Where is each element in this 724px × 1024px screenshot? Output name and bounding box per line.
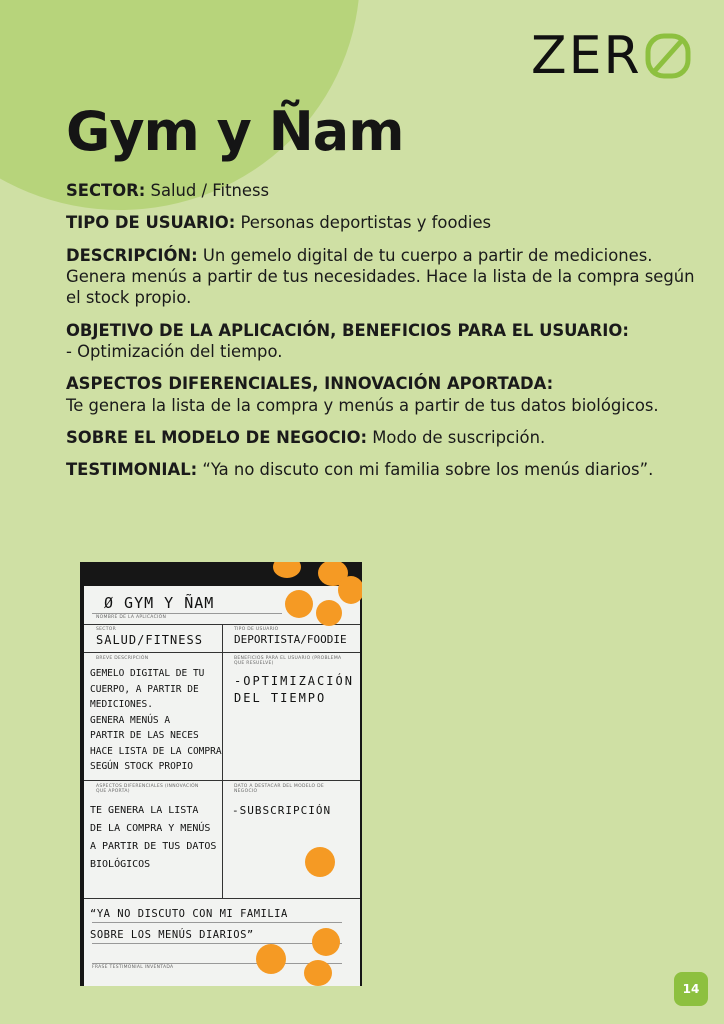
card-sector: SALUD/FITNESS <box>96 633 203 647</box>
objective-value: - Optimización del tiempo. <box>66 341 283 361</box>
card-sector-label: SECTOR <box>96 627 117 632</box>
brand-logo <box>531 26 692 86</box>
worksheet-photo <box>80 562 362 986</box>
card-diff-label: ASPECTOS DIFERENCIALES (INNOVACIÓN QUE APORTA) <box>96 784 199 794</box>
user-type-label: TIPO DE USUARIO: <box>66 213 236 233</box>
card-app-name-label: NOMBRE DE LA APLICACIÓN <box>96 615 167 620</box>
testimonial-value: “Ya no discuto con mi familia sobre los menús diarios”. <box>197 460 654 480</box>
orange-sticker <box>285 590 313 618</box>
card-desc-label: BREVE DESCRIPCIÓN <box>96 656 149 661</box>
sector-row <box>66 180 706 201</box>
orange-sticker <box>304 960 332 986</box>
logo-text: ZER <box>531 26 642 86</box>
card-user: DEPORTISTA/FOODIE <box>234 633 347 646</box>
user-type-value: Personas deportistas y foodies <box>235 213 492 233</box>
logo-slashed-o-icon <box>644 32 692 80</box>
user-type-row <box>66 212 706 233</box>
business-model-label: SOBRE EL MODELO DE NEGOCIO: <box>66 427 368 447</box>
objective-label: OBJETIVO DE LA APLICACIÓN, BENEFICIOS PARA EL USUARIO: <box>66 320 629 340</box>
page-number: 14 <box>674 972 708 1006</box>
card-model-label: DATO A DESTACAR DEL MODELO DE NEGOCIO <box>234 784 324 794</box>
orange-sticker <box>312 928 340 956</box>
card-model: -SUBSCRIPCIÓN <box>232 804 332 817</box>
card-benefits-label: BENEFICIOS PARA EL USUARIO (PROBLEMA QUE RESUELVE) <box>234 656 342 666</box>
differentials-row <box>66 373 706 416</box>
objective-row <box>66 320 706 363</box>
sector-value: Salud / Fitness <box>145 181 270 200</box>
card-benefits: -OPTIMIZACIÓN DEL TIEMPO <box>234 674 354 705</box>
card-testimonial: “YA NO DISCUTO CON MI FAMILIA SOBRE LOS MENÚS DIARIOS” <box>90 908 288 941</box>
description-value: Un gemelo digital de tu cuerpo a partir de mediciones. Genera menús a partir de tus necesidades. Hace la lista de la compra según el stock propio. <box>66 245 695 308</box>
differentials-label: ASPECTOS DIFERENCIALES, INNOVACIÓN APORTADA: <box>66 374 554 394</box>
description-label: DESCRIPCIÓN: <box>66 245 198 265</box>
orange-sticker <box>316 600 342 626</box>
card-app-name: Ø GYM Y ÑAM <box>104 594 215 612</box>
page-title: Gym y Ñam <box>66 100 404 163</box>
orange-sticker <box>273 562 301 578</box>
card-desc: GEMELO DIGITAL DE TU CUERPO, A PARTIR DE MEDICIONES. GENERA MENÚS A PARTIR DE LAS NECES HACE LISTA DE LA COMPRA SEGÚN STOCK PROPIO <box>90 668 222 772</box>
testimonial-row <box>66 459 706 480</box>
app-description <box>66 180 706 492</box>
worksheet-card <box>84 586 360 986</box>
card-user-label: TIPO DE USUARIO <box>234 627 279 632</box>
description-row <box>66 245 706 309</box>
orange-sticker <box>305 847 335 877</box>
card-testimonial-label: FRASE TESTIMONIAL INVENTADA <box>92 965 174 970</box>
orange-sticker <box>338 576 362 604</box>
card-diff: TE GENERA LA LISTA DE LA COMPRA Y MENÚS A PARTIR DE TUS DATOS BIOLÓGICOS <box>90 805 217 870</box>
differentials-value: Te genera la lista de la compra y menús a partir de tus datos biológicos. <box>66 395 659 415</box>
sector-label: SECTOR: <box>66 181 146 200</box>
orange-sticker <box>256 944 286 974</box>
business-model-row <box>66 427 706 448</box>
testimonial-label: TESTIMONIAL: <box>66 460 198 480</box>
business-model-value: Modo de suscripción. <box>367 427 546 447</box>
